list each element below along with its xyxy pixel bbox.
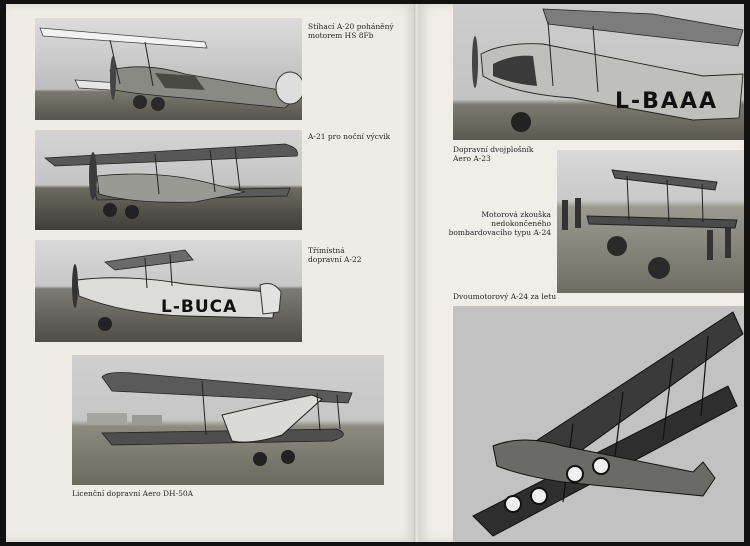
photo-dh50a bbox=[72, 355, 384, 485]
caption-dh50a: Licenční dopravní Aero DH-50A bbox=[72, 489, 194, 498]
photo-a21 bbox=[35, 130, 302, 230]
caption-a23: Dopravní dvojplošník Aero A-23 bbox=[453, 145, 534, 163]
caption-a20: Stíhací A-20 poháněný motorem HS 8Fb bbox=[308, 22, 394, 40]
photo-a20 bbox=[35, 18, 302, 120]
photo-a24-flight bbox=[453, 306, 744, 542]
photo-a23 bbox=[453, 4, 744, 140]
registration-l-baaa: L-BAAA bbox=[615, 89, 718, 114]
caption-a24-flight: Dvoumotorový A-24 za letu bbox=[453, 292, 557, 301]
registration-l-buca: L-BUCA bbox=[161, 297, 238, 317]
caption-a22: Třímístná dopravní A-22 bbox=[308, 246, 362, 264]
photo-a22 bbox=[35, 240, 302, 342]
caption-a21: A-21 pro noční výcvik bbox=[308, 132, 391, 141]
caption-a24-engine-test: Motorová zkouška nedokončeného bombardovacího typu A-24 bbox=[448, 210, 551, 237]
photo-a24-engine-test bbox=[557, 150, 744, 293]
